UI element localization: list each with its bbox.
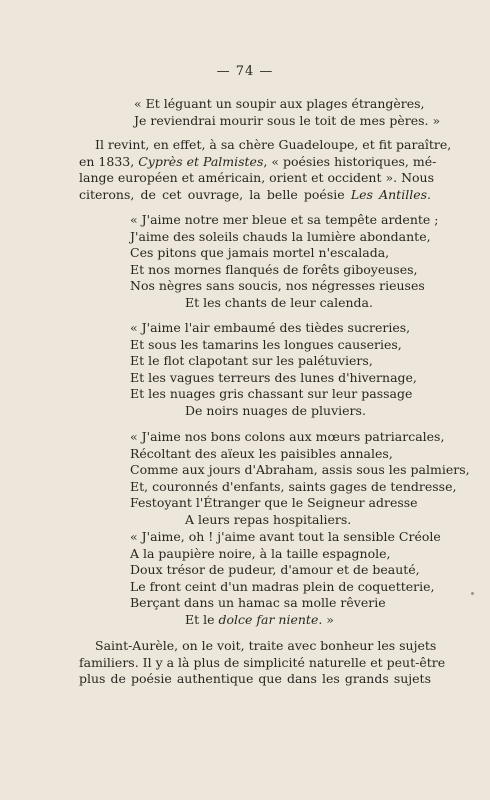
- verse-line: Et le flot clapotant sur les palétuviers,: [130, 353, 373, 368]
- paragraph: [79, 137, 452, 203]
- stanza: [130, 429, 470, 528]
- verse-line: Et sous les tamarins les longues causeries,: [130, 336, 402, 352]
- verse-line: Et le dolce far niente. »: [185, 611, 334, 627]
- verse-line: Le front ceint d'un madras plein de coquetterie,: [130, 578, 435, 594]
- poem-title: Les Antilles: [350, 186, 428, 202]
- verse-line: Comme aux jours d'Abraham, assis sous les palmiers,: [130, 462, 470, 477]
- stanza: [130, 529, 450, 628]
- paragraph: [79, 638, 446, 688]
- stanza: [130, 320, 440, 419]
- paper-speck: [471, 592, 474, 595]
- verse-line: Et, couronnés d'enfants, saints gages de tendresse,: [130, 478, 457, 494]
- intro-quote: [134, 96, 441, 129]
- verse-line: Récoltant des aïeux les paisibles annales,: [130, 445, 393, 461]
- verse-line: « J'aime l'air embaumé des tièdes sucreries,: [130, 320, 411, 335]
- verse-line: Doux trésor de pudeur, d'amour et de beauté,: [130, 562, 420, 577]
- verse-line: Et les vagues terreurs des lunes d'hivernage,: [130, 369, 417, 385]
- verse-line: « J'aime, oh ! j'aime avant tout la sensible Créole: [130, 529, 441, 544]
- verse-line: Festoyant l'Étranger que le Seigneur adresse: [130, 495, 418, 510]
- verse-line: A la paupière noire, à la taille espagnole,: [130, 545, 391, 561]
- verse-line: Et les nuages gris chassant sur leur passage: [130, 386, 413, 401]
- prose-line: en 1833, Cyprès et Palmistes, « poésies historiques, mé-: [79, 153, 437, 169]
- verse-line: Et nos mornes flanqués de forêts giboyeuses,: [130, 261, 418, 277]
- stanza: [130, 212, 440, 311]
- verse-line: « J'aime notre mer bleue et sa tempête ardente ;: [130, 212, 439, 227]
- verse-line: A leurs repas hospitaliers.: [185, 511, 352, 527]
- verse-line: De noirs nuages de pluviers.: [185, 402, 366, 418]
- italic-phrase: dolce far niente: [218, 611, 319, 627]
- verse-line: J'aime des soleils chauds la lumière abondante,: [130, 228, 431, 244]
- prose-line: familiers. Il y a là plus de simplicité naturelle et peut-être: [79, 654, 446, 670]
- book-title: Cyprès et Palmistes: [138, 153, 264, 169]
- verse-line: Berçant dans un hamac sa molle rêverie: [130, 595, 386, 610]
- prose-line: lange européen et américain, orient et occident ». Nous: [79, 170, 434, 185]
- prose-line: Il revint, en effet, à sa chère Guadeloupe, et fit paraître,: [95, 137, 452, 152]
- verse-line: Et les chants de leur calenda.: [185, 294, 373, 310]
- verse-line: « Et léguant un soupir aux plages étrangères,: [134, 96, 425, 111]
- verse-line: Nos nègres sans soucis, nos négresses rieuses: [130, 278, 425, 293]
- page-number: — 74 —: [216, 64, 274, 79]
- verse-line: Ces pitons que jamais mortel n'escalada,: [130, 245, 390, 260]
- verse-line: « J'aime nos bons colons aux mœurs patriarcales,: [130, 429, 445, 444]
- prose-line: plus de poésie authentique que dans les grands sujets: [79, 671, 431, 686]
- prose-line: Saint-Aurèle, on le voit, traite avec bonheur les sujets: [95, 638, 437, 653]
- prose-line: citerons, de cet ouvrage, la belle poésie Les Antilles.: [79, 186, 431, 202]
- verse-line: Je reviendrai mourir sous le toit de mes pères. »: [134, 112, 441, 128]
